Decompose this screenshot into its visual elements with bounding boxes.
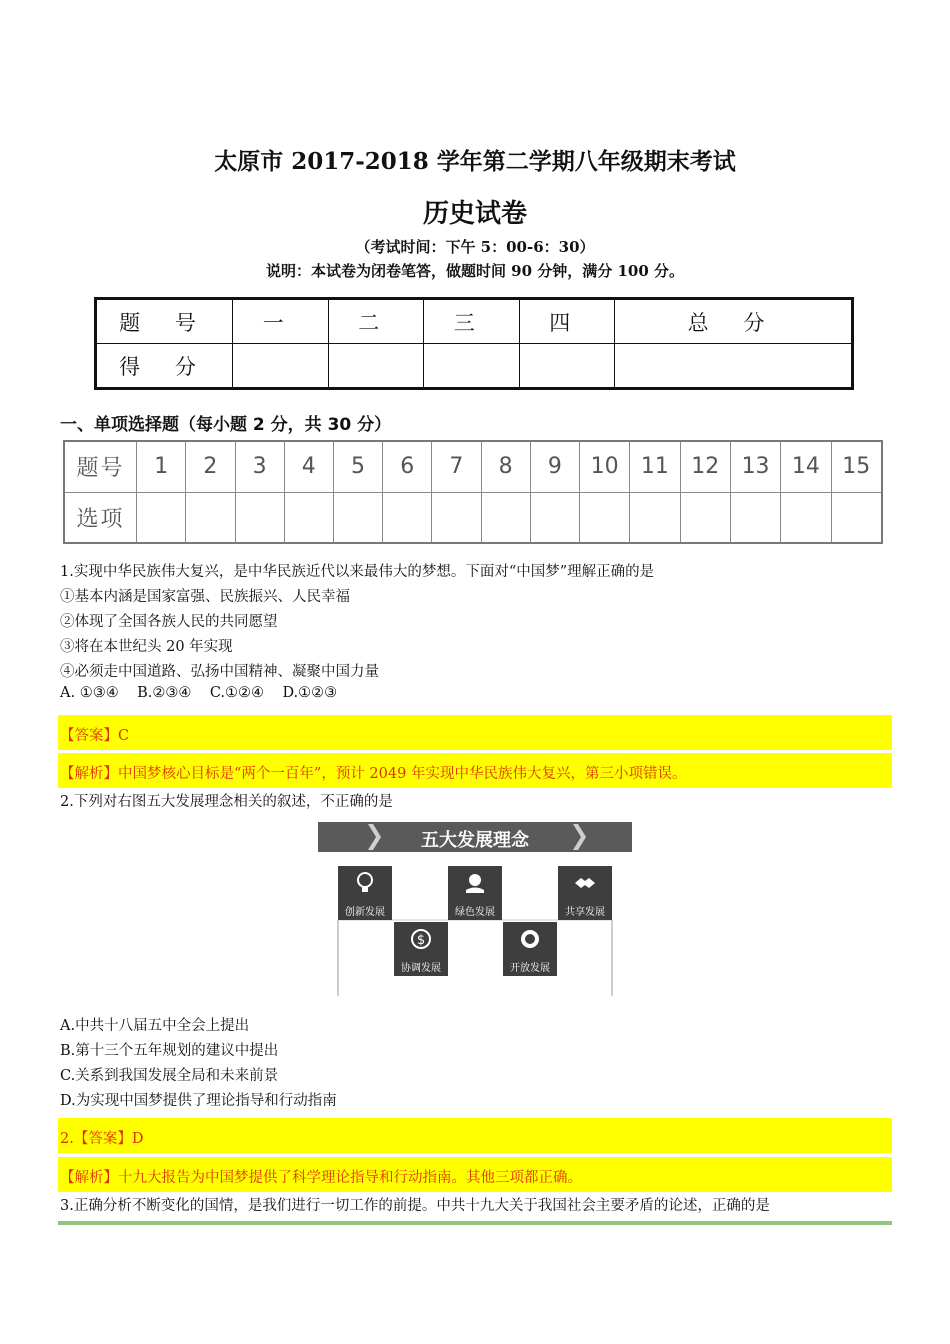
answer-grid-number: 10 (579, 441, 629, 492)
q2-analysis-highlight (58, 1157, 892, 1192)
score-header-cell: 题 号 (96, 299, 233, 344)
answer-cell (781, 492, 831, 543)
q1-item: ②体现了全国各族人民的共同愿望 (60, 614, 278, 630)
answer-cell (383, 492, 432, 543)
answer-grid-number: 7 (432, 441, 481, 492)
answer-cell (831, 492, 882, 543)
q1-analysis-highlight (58, 753, 892, 788)
exam-instructions: 说明：本试卷为闭卷笔答，做题时间 90 分钟，满分 100 分。 (265, 262, 685, 280)
score-header-cell: 总 分 (615, 299, 853, 344)
score-header-cell: 四 (519, 299, 615, 344)
answer-cell (137, 492, 186, 543)
score-header-cell: 三 (424, 299, 520, 344)
tile-label: 开放发展 (510, 963, 550, 974)
svg-text:$: $ (416, 933, 426, 948)
answer-grid-number: 3 (235, 441, 284, 492)
q2-option: A.中共十八届五中全会上提出 (60, 1018, 250, 1034)
tile-innovation (338, 866, 392, 920)
score-cell (519, 344, 615, 389)
answer-grid-number: 8 (481, 441, 530, 492)
score-table (94, 297, 854, 390)
q2-option: D.为实现中国梦提供了理论指导和行动指南 (60, 1093, 337, 1109)
coin-balance-icon (409, 927, 433, 951)
figure-banner-title: 五大发展理念 (421, 830, 529, 851)
answer-grid-number: 12 (680, 441, 730, 492)
handshake-icon (573, 871, 597, 895)
score-cell (328, 344, 424, 389)
page-bottom-rule (58, 1221, 892, 1225)
q1-answer: 【答案】C (60, 728, 130, 744)
q2-analysis: 【解析】十九大报告为中国梦提供了科学理论指导和行动指南。其他三项都正确。 (60, 1170, 582, 1186)
answer-grid (63, 440, 883, 544)
hand-globe-icon (463, 871, 487, 895)
answer-grid-number: 1 (137, 441, 186, 492)
score-cell (615, 344, 853, 389)
answer-grid-number: 5 (333, 441, 382, 492)
exam-time: （考试时间：下午 5：00-6：30） (355, 238, 595, 256)
answer-grid-number: 6 (383, 441, 432, 492)
answer-grid-number: 11 (630, 441, 680, 492)
answer-cell (235, 492, 284, 543)
tile-sharing (558, 866, 612, 920)
q2-stem: 2.下列对右图五大发展理念相关的叙述，不正确的是 (60, 794, 393, 810)
q1-item: ③将在本世纪头 20 年实现 (60, 639, 233, 655)
answer-grid-number: 2 (186, 441, 235, 492)
answer-grid-number: 15 (831, 441, 882, 492)
exam-title: 太原市 2017-2018 学年第二学期八年级期末考试 (214, 148, 736, 175)
subject-title: 历史试卷 (422, 199, 527, 229)
tile-label: 共享发展 (565, 907, 605, 918)
score-table-score-row (96, 344, 853, 389)
answer-grid-label: 题号 (64, 441, 137, 492)
score-row-label: 得 分 (96, 344, 233, 389)
q2-option: C.关系到我国发展全局和未来前景 (60, 1068, 279, 1084)
score-cell (424, 344, 520, 389)
q1-answer-highlight (58, 715, 892, 750)
q3-stem: 3.正确分析不断变化的国情，是我们进行一切工作的前提。中共十九大关于我国社会主要矛盾的论述，正确的是 (60, 1198, 770, 1214)
answer-grid-number: 14 (781, 441, 831, 492)
section-heading: 一、单项选择题（每小题 2 分，共 30 分） (60, 415, 392, 435)
answer-cell (530, 492, 579, 543)
answer-grid-choice-row (64, 492, 882, 543)
answer-cell (680, 492, 730, 543)
answer-cell (284, 492, 333, 543)
answer-grid-label: 选项 (64, 492, 137, 543)
answer-grid-number: 4 (284, 441, 333, 492)
tile-openness (503, 922, 557, 976)
score-header-cell: 二 (328, 299, 424, 344)
lightbulb-icon (353, 871, 377, 895)
tile-coordination (394, 922, 448, 976)
answer-cell (481, 492, 530, 543)
tile-label: 绿色发展 (455, 907, 495, 918)
score-cell (233, 344, 329, 389)
answer-cell (432, 492, 481, 543)
q1-item: ①基本内涵是国家富强、民族振兴、人民幸福 (60, 589, 350, 605)
answer-cell (630, 492, 680, 543)
score-table-header-row (96, 299, 853, 344)
tile-green (448, 866, 502, 920)
answer-grid-number: 9 (530, 441, 579, 492)
globe-icon (518, 927, 542, 951)
q1-item: ④必须走中国道路、弘扬中国精神、凝聚中国力量 (60, 664, 379, 680)
answer-cell (333, 492, 382, 543)
tile-label: 创新发展 (345, 907, 385, 918)
five-development-concepts-figure (318, 820, 634, 998)
q1-stem: 1.实现中华民族伟大复兴，是中华民族近代以来最伟大的梦想。下面对“中国梦”理解正确的是 (60, 564, 655, 580)
q2-answer-highlight (58, 1118, 892, 1153)
answer-cell (186, 492, 235, 543)
q2-answer: 2.【答案】D (60, 1131, 144, 1147)
answer-grid-number: 13 (730, 441, 780, 492)
score-header-cell: 一 (233, 299, 329, 344)
q1-options: A. ①③④ B.②③④ C.①②④ D.①②③ (60, 685, 338, 701)
answer-grid-number-row (64, 441, 882, 492)
answer-cell (730, 492, 780, 543)
tile-label: 协调发展 (401, 963, 441, 974)
q1-analysis: 【解析】中国梦核心目标是“两个一百年”，预计 2049 年实现中华民族伟大复兴，第三小项错误。 (60, 766, 687, 782)
answer-cell (579, 492, 629, 543)
q2-option: B.第十三个五年规划的建议中提出 (60, 1043, 279, 1059)
